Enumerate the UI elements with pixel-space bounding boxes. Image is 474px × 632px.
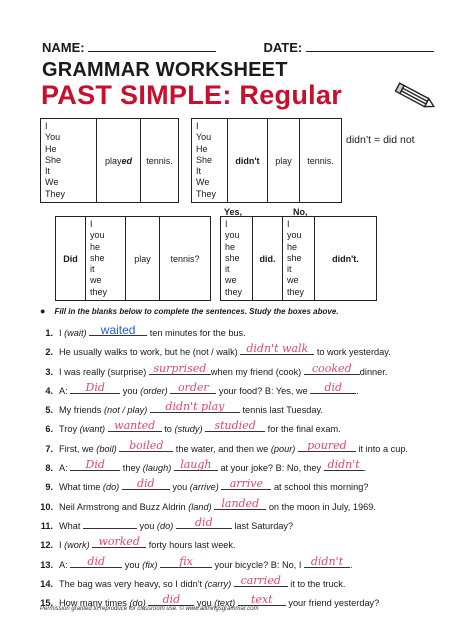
sentence-text: it into a cup.	[355, 443, 408, 454]
answer-blank[interactable]	[205, 421, 265, 432]
yes-label: Yes,	[224, 207, 243, 217]
pencil-icon	[392, 82, 438, 112]
handwritten-answer: boiled	[129, 438, 164, 452]
sentence-text: 14.	[40, 578, 53, 589]
answer-blank[interactable]	[70, 460, 120, 471]
sentence-text: Troy	[59, 424, 80, 435]
didnt-note: didn’t = did not	[346, 134, 415, 146]
sentence-text: 9.	[45, 482, 53, 493]
sentence-text: tennis last Tuesday.	[239, 405, 323, 416]
verb-hint: (order)	[140, 385, 168, 396]
exercise-item	[38, 324, 458, 343]
verb-hint: (land)	[188, 501, 212, 512]
handwritten-answer: did	[195, 515, 213, 529]
handwritten-answer: poured	[307, 438, 347, 452]
sentence-text: for the final exam.	[265, 424, 341, 435]
handwritten-answer: didn't	[310, 554, 344, 568]
answer-blank[interactable]	[234, 573, 288, 587]
handwritten-answer: waited	[100, 323, 136, 337]
answer-blank[interactable]	[70, 554, 122, 568]
sentence-text: He usually walks to work, but he (not / walk)	[59, 347, 241, 358]
sentence-text: .	[363, 463, 367, 474]
answer-blank[interactable]	[89, 325, 147, 336]
no-pronouns: I you he she it we they	[283, 217, 315, 301]
exercise-item	[38, 401, 458, 420]
sentence-text: 7.	[45, 443, 53, 454]
verb-hint: (do)	[129, 598, 146, 609]
answer-blank[interactable]	[108, 421, 162, 432]
sentence-text: A:	[59, 463, 71, 474]
handwritten-answer: order	[177, 380, 209, 394]
handwritten-answer: studied	[214, 419, 256, 433]
affirmative-table	[40, 118, 179, 203]
answer-blank[interactable]	[304, 361, 360, 375]
affirmative-object: tennis.	[141, 119, 179, 203]
sentence-text: My friends	[59, 405, 104, 416]
handwritten-answer: did	[137, 477, 155, 491]
answer-blank[interactable]	[298, 438, 356, 452]
answer-blank[interactable]	[240, 344, 314, 355]
sentence-text: your bicycle? B: No, I	[212, 559, 304, 570]
sentence-text: you	[194, 598, 215, 609]
sentence-text: it to the truck.	[287, 578, 346, 589]
handwritten-answer: wanted	[114, 419, 156, 433]
sentence-text: ten minutes for the bus.	[147, 328, 246, 338]
footer-credit: Permission granted to reproduce for classroom use. © www.allthingsgrammar.com	[40, 606, 259, 612]
sentence-text: First, we	[59, 443, 97, 454]
handwritten-answer: cooked	[311, 361, 352, 375]
verb-hint: (arrive)	[189, 482, 219, 493]
question-object: tennis?	[160, 217, 211, 301]
sentence-text: to work yesterday.	[314, 347, 391, 358]
exercise-item	[38, 556, 458, 575]
verb-hint: (text)	[214, 598, 236, 609]
question-aux: Did	[56, 217, 86, 301]
verb-hint: (pour)	[270, 443, 296, 454]
question-pronouns: I you he she it we they	[86, 217, 126, 301]
date-label: DATE:	[263, 40, 303, 55]
sentence-text: on the moon in July, 1969.	[266, 501, 376, 512]
verb-hint: (not / play)	[103, 405, 148, 416]
answer-blank[interactable]	[238, 595, 286, 606]
handwritten-answer: carried	[240, 573, 281, 587]
sentence-text: 4.	[45, 385, 53, 396]
handwritten-answer: arrive	[229, 477, 264, 491]
sentence-text: your food? B: Yes, we	[216, 385, 311, 396]
handwritten-answer: didn't walk	[246, 342, 309, 356]
sentence-text: to	[161, 424, 175, 435]
exercise-item	[38, 343, 458, 362]
verb-hint: (laugh)	[142, 463, 172, 474]
sentence-text: I was really (surprise)	[59, 366, 149, 377]
sentence-text: last Saturday?	[231, 520, 294, 531]
sentence-text: you	[122, 559, 143, 570]
verb-hint: (carry)	[204, 578, 232, 589]
answer-blank[interactable]	[92, 537, 146, 548]
sentence-text: you	[137, 520, 157, 531]
sentence-text: What	[59, 520, 83, 531]
bullet: ●	[40, 306, 46, 316]
handwritten-answer: Did	[85, 458, 105, 472]
sentence-text: 11.	[40, 520, 53, 531]
handwritten-answer: text	[251, 593, 273, 607]
exercise-list	[38, 324, 458, 613]
name-label: NAME:	[42, 40, 85, 55]
sentence-text: dinner.	[359, 366, 388, 377]
answer-blank[interactable]	[160, 554, 212, 568]
sentence-text: you	[169, 482, 190, 493]
answer-blank[interactable]	[150, 402, 240, 413]
yes-pronouns: I you he she it we they	[221, 217, 253, 301]
sentence-text: How many times	[59, 598, 130, 609]
handwritten-answer: worked	[98, 535, 140, 549]
handwritten-answer: surprised	[153, 361, 207, 375]
handwritten-answer: didn't play	[165, 400, 225, 414]
handwritten-answer: fix	[179, 554, 193, 568]
sentence-text: forty hours last week.	[146, 540, 236, 551]
sentence-text: at school this morning?	[271, 482, 369, 493]
no-aux: didn't.	[315, 217, 377, 301]
handwritten-answer: landed	[221, 496, 260, 510]
exercise-item	[38, 459, 458, 478]
sentence-text: 15.	[40, 598, 53, 609]
affirmative-pronouns: I You He She It We They	[41, 119, 97, 203]
handwritten-answer: did	[162, 593, 181, 607]
instructions: ● Fill in the blanks below to complete the sentences. Study the boxes above.	[40, 306, 339, 316]
sentence-text: What time	[59, 482, 103, 493]
answer-blank[interactable]	[149, 361, 211, 375]
yes-aux: did.	[253, 217, 283, 301]
sentence-text: they	[120, 463, 143, 474]
verb-hint: (work)	[64, 540, 90, 551]
sentence-text: The bag was very heavy, so I didn't	[59, 578, 205, 589]
question-verb: play	[126, 217, 160, 301]
answer-blank[interactable]	[70, 380, 120, 394]
short-answer-table	[220, 216, 377, 301]
answer-blank[interactable]	[221, 479, 271, 490]
exercise-item	[38, 363, 458, 382]
sentence-text: 2.	[45, 347, 53, 358]
no-label: No,	[293, 207, 308, 217]
date-field[interactable]	[306, 40, 434, 52]
sentence-text: 3.	[45, 366, 53, 377]
sentence-text: 1.	[45, 328, 53, 338]
sentence-text: A:	[59, 559, 71, 570]
handwritten-answer: laugh	[180, 458, 212, 472]
verb-hint: (boil)	[96, 443, 117, 454]
handwritten-answer: Did	[85, 380, 105, 394]
sentence-text: A:	[59, 385, 71, 396]
answer-blank[interactable]	[310, 380, 356, 394]
sentence-text: 12.	[40, 540, 53, 551]
sentence-text: at your joke? B: No, they	[217, 463, 324, 474]
verb-hint: (wait)	[64, 328, 87, 338]
answer-blank[interactable]	[170, 380, 216, 394]
answer-blank[interactable]	[304, 554, 350, 568]
exercise-item	[38, 498, 458, 517]
worksheet-title: GRAMMAR WORKSHEET	[42, 59, 288, 81]
sentence-text: I	[59, 540, 65, 551]
verb-hint: (fix)	[142, 559, 158, 570]
question-table	[55, 216, 211, 301]
exercise-item	[38, 517, 458, 536]
exercise-item	[38, 420, 458, 439]
sentence-text: 10.	[40, 501, 53, 512]
sentence-text: 6.	[45, 424, 53, 435]
answer-blank[interactable]	[174, 460, 218, 471]
affirmative-verb: played	[97, 119, 141, 203]
negative-verb: play	[268, 119, 300, 203]
answer-blank[interactable]	[148, 595, 194, 606]
name-field[interactable]	[88, 40, 216, 52]
sentence-text: you	[120, 385, 141, 396]
exercise-item	[38, 536, 458, 555]
negative-aux: didn't	[228, 119, 268, 203]
verb-hint: (want)	[79, 424, 106, 435]
verb-hint: (do)	[156, 520, 174, 531]
handwritten-answer: did	[324, 380, 343, 394]
sentence-text: the water, and then we	[173, 443, 271, 454]
header-row	[42, 40, 434, 55]
exercise-item	[38, 440, 458, 459]
sentence-text: Neil Armstrong and Buzz Aldrin	[59, 501, 189, 512]
answer-blank[interactable]	[324, 460, 364, 471]
exercise-item	[38, 478, 458, 497]
negative-object: tennis.	[300, 119, 342, 203]
handwritten-answer: didn't	[327, 458, 360, 472]
answer-blank[interactable]	[83, 518, 137, 529]
answer-blank[interactable]	[176, 515, 232, 529]
handwritten-answer: did	[87, 554, 106, 568]
answer-blank[interactable]	[214, 496, 266, 510]
sentence-text: 5.	[45, 405, 53, 416]
verb-hint: (study)	[174, 424, 203, 435]
worksheet-subtitle: PAST SIMPLE: Regular	[41, 80, 343, 110]
sentence-text: .	[349, 559, 353, 570]
negative-pronouns: I You He She It We They	[192, 119, 228, 203]
sentence-text: 13.	[40, 559, 53, 570]
sentence-text: 8.	[45, 463, 53, 474]
exercise-item	[38, 382, 458, 401]
answer-blank[interactable]	[122, 479, 170, 490]
answer-blank[interactable]	[119, 438, 173, 452]
exercise-item	[38, 575, 458, 594]
sentence-text: I	[59, 328, 65, 338]
negative-table	[191, 118, 342, 203]
verb-hint: (do)	[102, 482, 120, 493]
sentence-text: when my friend (cook)	[210, 366, 304, 377]
sentence-text: your friend yesterday?	[285, 598, 380, 609]
sentence-text: .	[356, 385, 359, 396]
